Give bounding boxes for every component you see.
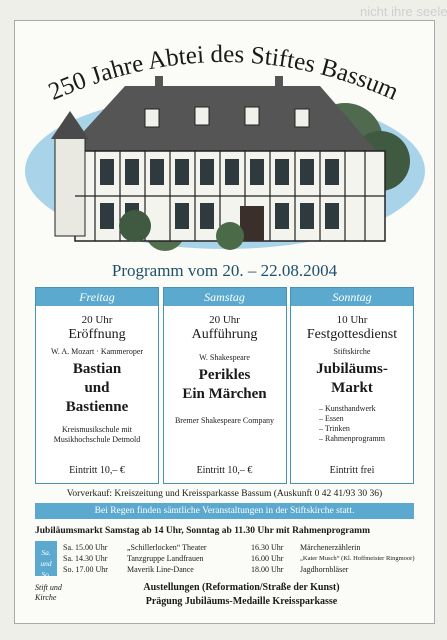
- market-schedule: [35, 541, 415, 579]
- stift-label-line: Stift und: [35, 583, 62, 592]
- badge-line: und: [40, 559, 52, 568]
- stift-events: [69, 581, 414, 609]
- poster-header: [15, 21, 434, 271]
- event-type: Aufführung: [191, 327, 258, 342]
- stift-event-line: Austellungen (Reformation/Straße der Kunst): [143, 582, 340, 593]
- entry-price: Eintritt 10,– €: [69, 465, 125, 476]
- event-title: [66, 360, 129, 417]
- list-item: – Rahmenprogramm: [319, 434, 385, 443]
- event-time: 10 Uhr: [336, 314, 368, 326]
- schedule-act: Tanzgruppe Landfrauen: [127, 554, 204, 563]
- performer-line: Kreismusikschule mit: [62, 425, 132, 434]
- list-item: – Kunsthandwerk: [319, 404, 376, 413]
- event-poster: [14, 20, 435, 624]
- headline-text: 250 Jahre Abtei des Stiftes Bassum: [44, 40, 403, 106]
- schedule-time: Sa. 14.30 Uhr: [63, 554, 108, 563]
- event-subtitle: W. Shakespeare: [199, 353, 250, 362]
- column-sunday: [290, 287, 414, 484]
- column-day-header: Sonntag: [291, 288, 413, 306]
- event-location: Stiftskirche: [333, 347, 371, 356]
- performer-line: Musikhochschule Detmold: [53, 435, 141, 444]
- schedule-time: 16.00 Uhr: [251, 554, 284, 563]
- entry-price: Eintritt frei: [329, 465, 375, 476]
- event-title-line: Markt: [331, 380, 373, 396]
- badge-line: So.: [41, 570, 51, 579]
- schedule-time: 16.30 Uhr: [251, 543, 284, 552]
- entry-price: Eintritt 10,– €: [196, 465, 253, 476]
- schedule-time: 18.00 Uhr: [251, 565, 284, 574]
- column-day-header: Samstag: [164, 288, 286, 306]
- market-list: [319, 404, 385, 444]
- schedule-act: „Schillerlocken“ Theater: [127, 543, 207, 552]
- column-day-header: Freitag: [36, 288, 158, 306]
- badge-line: Sa.: [41, 548, 51, 557]
- event-title-line: Ein Märchen: [182, 386, 267, 402]
- schedule-time: Sa. 15.00 Uhr: [63, 543, 108, 552]
- stift-section: [35, 581, 414, 613]
- event-performers: [175, 416, 274, 426]
- abbey-illustration: [15, 21, 434, 271]
- list-item: – Trinken: [319, 424, 350, 433]
- event-type: Eröffnung: [68, 327, 126, 342]
- schedule-act: „Kater Musch“ (Kl. Hoffmeister Ringmoor): [300, 555, 415, 562]
- timber-frame-building: [51, 76, 385, 241]
- event-title-line: und: [84, 380, 110, 396]
- rain-notice-bar: Bei Regen finden sämtliche Veranstaltungen in der Stiftskirche statt.: [35, 503, 414, 519]
- event-time: 20 Uhr: [209, 314, 240, 326]
- event-title: [316, 360, 388, 398]
- stift-label-line: Kirche: [35, 593, 57, 602]
- schedule-act: Maverik Line-Dance: [127, 565, 194, 574]
- advance-sale-info: Vorverkauf: Kreiszeitung und Kreissparkasse Bassum (Auskunft 0 42 41/93 30 36): [66, 489, 383, 499]
- performer-line: Bremer Shakespeare Company: [174, 416, 275, 425]
- event-subtitle: W. A. Mozart · Kammeroper: [50, 347, 144, 356]
- event-type: Festgottesdienst: [306, 327, 398, 342]
- bleed-text-right: nicht ihre seele: [360, 4, 447, 19]
- event-title-line: Bastienne: [65, 399, 129, 415]
- event-title: [182, 366, 266, 404]
- schedule-act: Jagdhornbläser: [300, 565, 349, 574]
- column-saturday: [163, 287, 287, 484]
- program-columns: [35, 287, 414, 484]
- stift-event-line: Prägung Jubiläums-Medaille Kreissparkasse: [145, 596, 338, 607]
- list-item: – Essen: [319, 414, 344, 423]
- event-performers: [54, 425, 140, 445]
- weekend-badge: [35, 541, 57, 579]
- event-title-line: Bastian: [72, 361, 122, 377]
- column-friday: [35, 287, 159, 484]
- event-time: 20 Uhr: [81, 314, 113, 326]
- schedule-time: So. 17.00 Uhr: [63, 565, 108, 574]
- event-title-line: Perikles: [198, 367, 251, 383]
- stift-label: [35, 583, 65, 603]
- event-title-line: Jubiläums-: [316, 361, 388, 377]
- program-title: Programm vom 20. – 22.08.2004: [111, 261, 338, 280]
- market-schedule-heading: Jubiläumsmarkt Samstag ab 14 Uhr, Sonntag ab 11.30 Uhr mit Rahmenprogramm: [35, 526, 371, 536]
- schedule-act: Märchenerzählerin: [300, 543, 361, 552]
